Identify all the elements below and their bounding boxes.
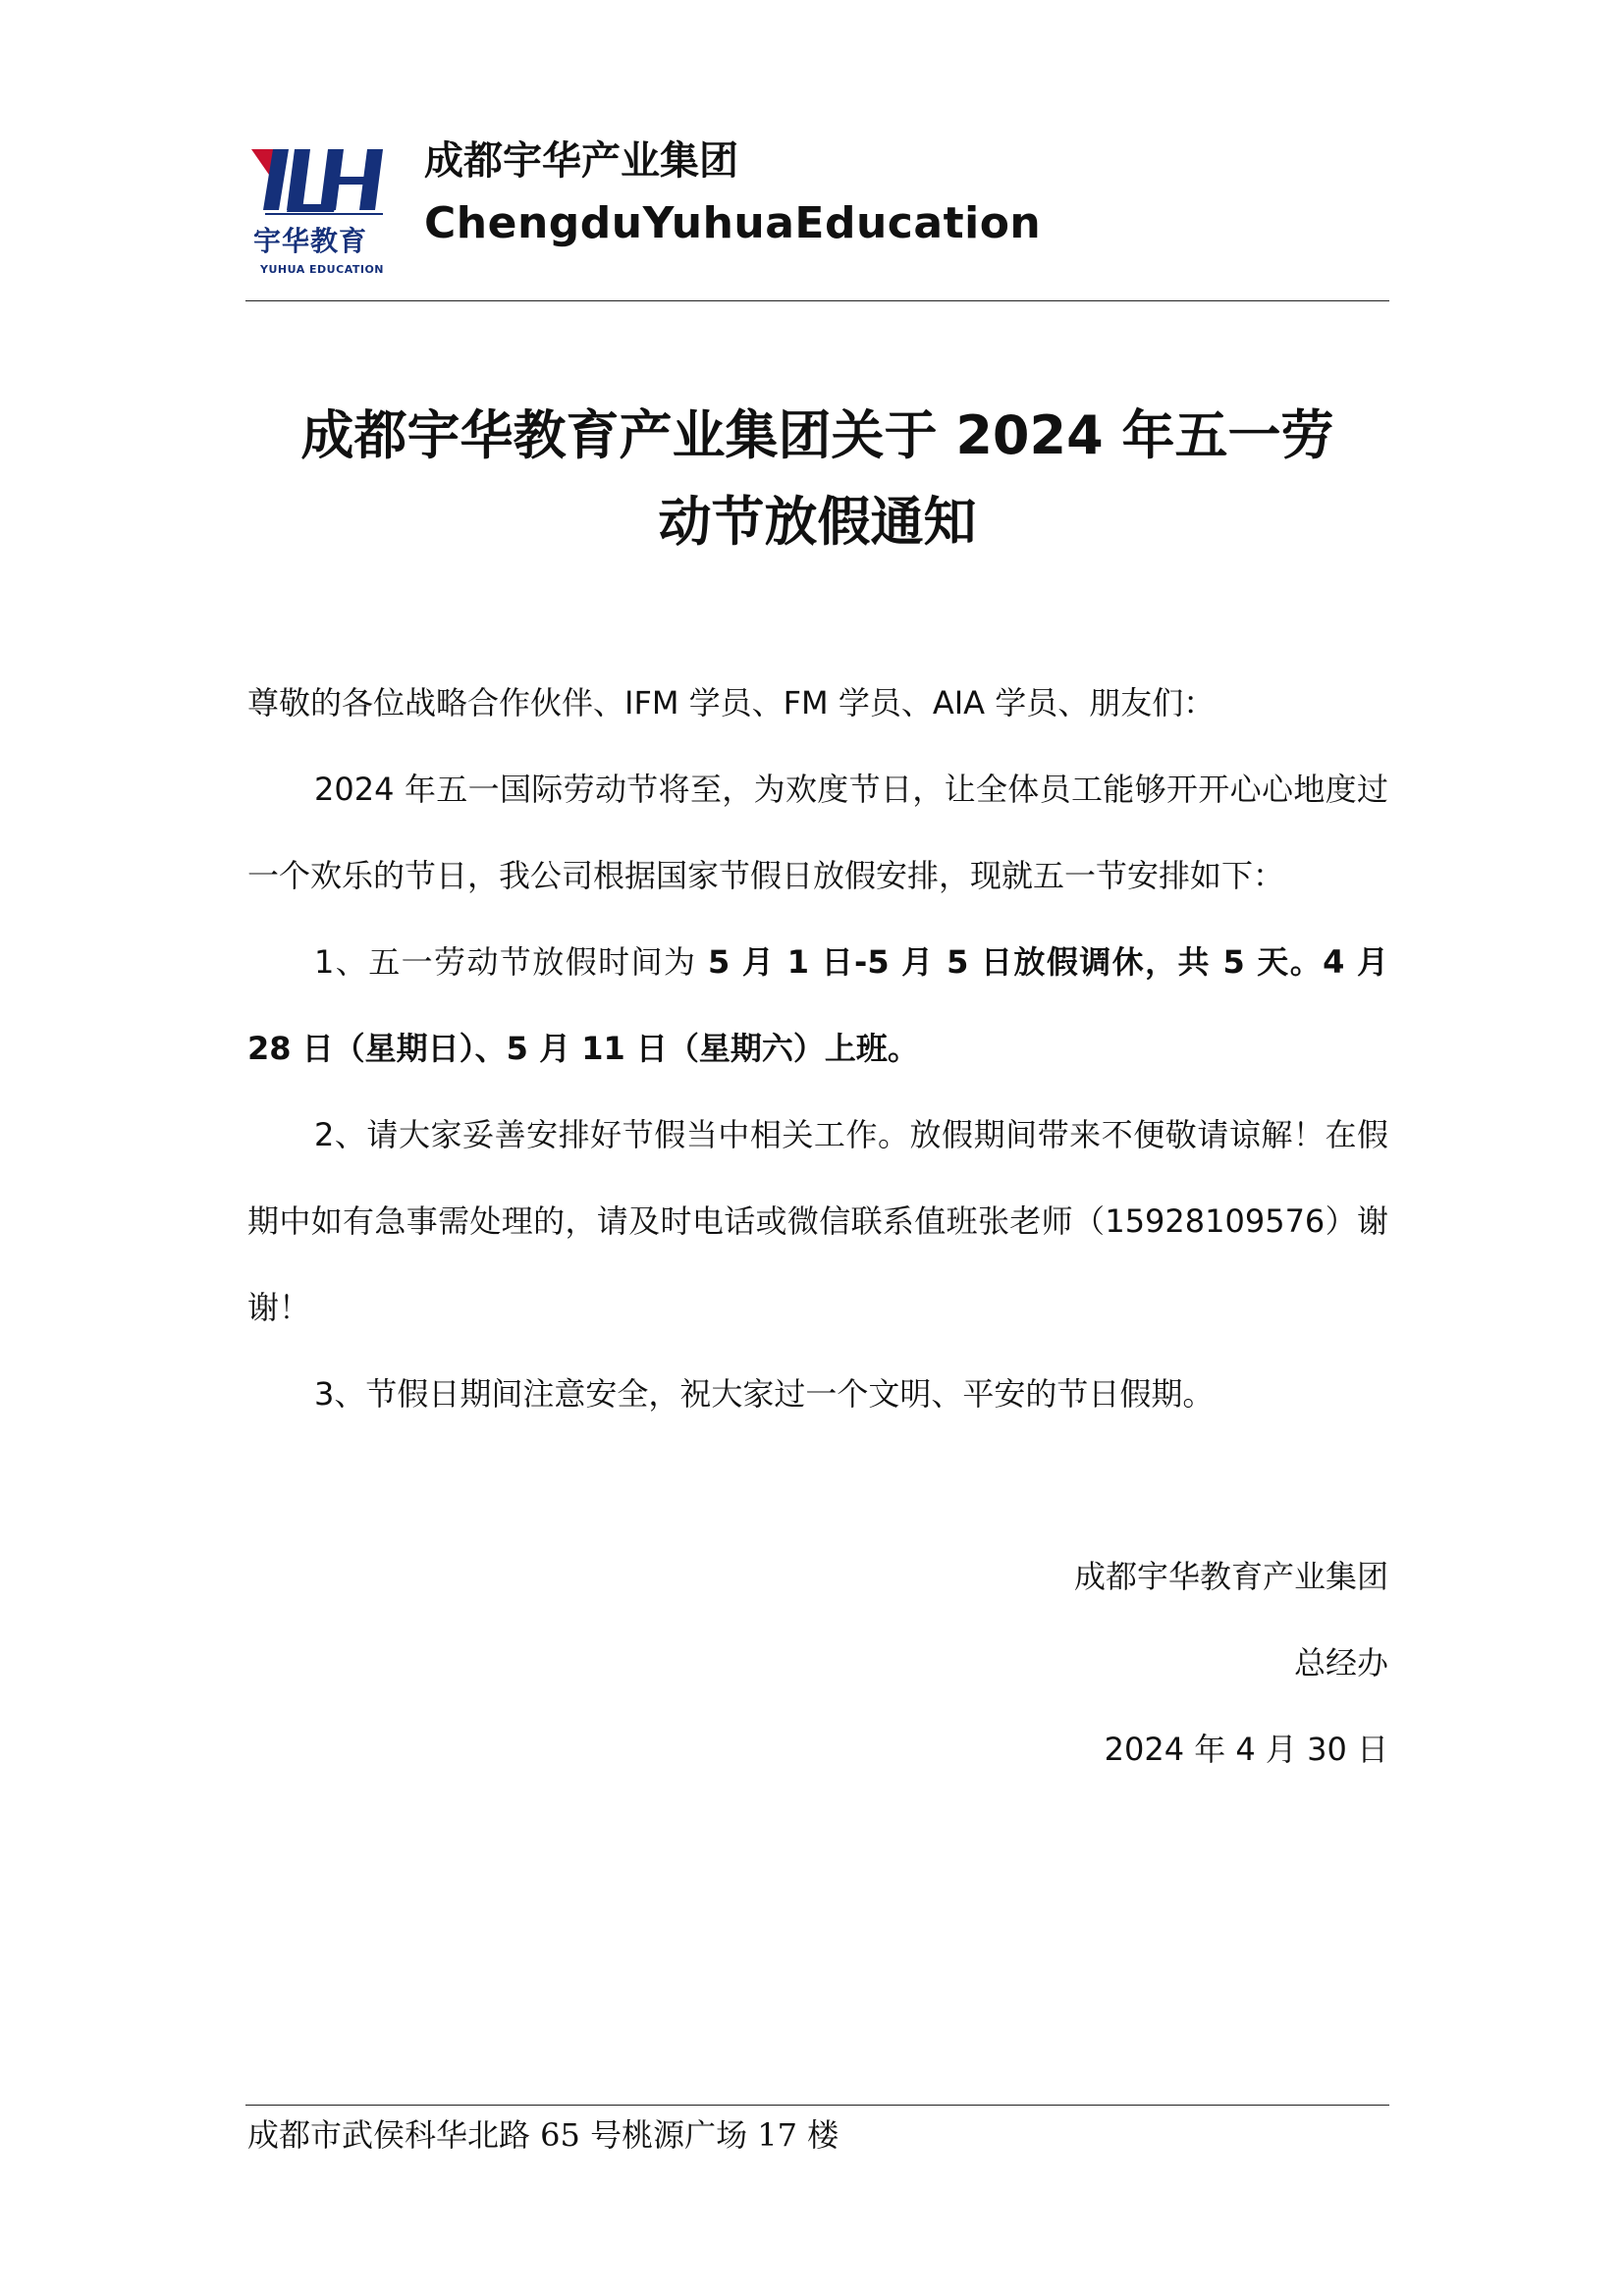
company-name-english: ChengduYuhuaEducation — [424, 198, 1042, 248]
signature-date: 2024 年 4 月 30 日 — [1104, 1731, 1388, 1768]
signature-org: 成都宇华教育产业集团 — [1073, 1558, 1388, 1595]
intro-paragraph: 2024 年五一国际劳动节将至，为欢度节日，让全体员工能够开开心心地度过一个欢乐的节日，我公司根据国家节假日放假安排，现就五一节安排如下： — [247, 771, 1388, 894]
item-1-prefix: 1、五一劳动节放假时间为 — [314, 943, 708, 981]
item-1 — [247, 919, 1388, 1092]
item-1-schedule: 5 月 1 日-5 月 5 日放假调休，共 5 天。4 月 28 日（星期日）、5 月 11 日（星期六）上班。 — [247, 943, 1388, 1067]
signature-block — [1074, 1533, 1388, 1792]
footer-divider — [245, 2105, 1389, 2106]
footer-address: 成都市武侯科华北路 65 号桃源广场 17 楼 — [247, 2116, 839, 2154]
logo-english-text: YUHUA EDUCATION — [260, 263, 385, 276]
signature-dept: 总经办 — [1293, 1644, 1388, 1682]
document-title — [245, 393, 1389, 565]
header-divider — [245, 300, 1389, 301]
title-line-1: 成都宇华教育产业集团关于 2024 年五一劳 — [300, 404, 1334, 466]
yh-logo-mark — [245, 141, 393, 218]
item-3: 3、节假日期间注意安全，祝大家过一个文明、平安的节日假期。 — [314, 1375, 1215, 1413]
letterhead — [245, 128, 1389, 294]
greeting: 尊敬的各位战略合作伙伴、IFM 学员、FM 学员、AIA 学员、朋友们： — [247, 684, 1216, 721]
logo-chinese-text: 宇华教育 — [253, 225, 368, 257]
notice-body — [247, 660, 1388, 1437]
item-2: 2、请大家妥善安排好节假当中相关工作。放假期间带来不便敬请谅解！在假期中如有急事需处理的，请及时电话或微信联系值班张老师（15928109576）谢谢！ — [247, 1116, 1388, 1326]
yuhua-logo — [245, 141, 393, 276]
title-line-2: 动节放假通知 — [658, 491, 977, 553]
company-name-chinese: 成都宇华产业集团 — [424, 138, 738, 184]
